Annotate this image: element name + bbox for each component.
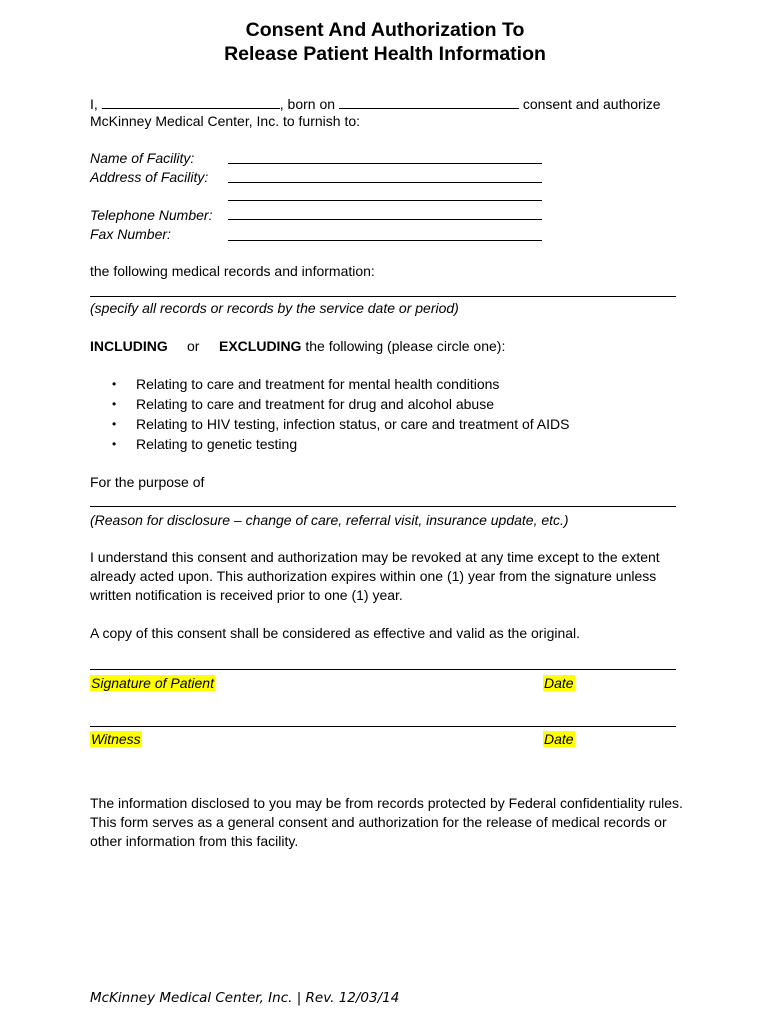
facility-address-label: Address of Facility: <box>90 169 209 185</box>
bullet-icon: • <box>112 417 117 431</box>
bullet-icon: • <box>112 397 117 411</box>
patient-signature-label-wrap <box>90 675 215 691</box>
intro-line-2: McKinney Medical Center, Inc. to furnish to: <box>90 113 361 129</box>
witness-signature-field[interactable] <box>90 726 676 727</box>
bullet-item-hiv: Relating to HIV testing, infection status, or care and treatment of AIDS <box>136 416 570 432</box>
form-title-line-1: Consent And Authorization To <box>245 19 525 41</box>
born-on-label: , born on <box>279 96 336 112</box>
telephone-label: Telephone Number: <box>90 207 213 223</box>
facility-address-field[interactable] <box>228 182 542 183</box>
excluding-line <box>219 338 505 354</box>
purpose-hint: (Reason for disclosure – change of care, referral visit, insurance update, etc.) <box>90 512 569 528</box>
bullet-icon: • <box>112 437 117 451</box>
patient-name-field[interactable] <box>102 94 280 109</box>
revocation-line-1: I understand this consent and authorization may be revoked at any time except to the extent <box>90 549 660 565</box>
facility-name-label: Name of Facility: <box>90 150 195 166</box>
birth-date-field[interactable] <box>339 94 519 109</box>
records-specify-hint: (specify all records or records by the service date or period) <box>90 300 459 316</box>
circle-instruction: the following (please circle one): <box>305 338 506 354</box>
fax-label: Fax Number: <box>90 226 171 242</box>
copy-statement: A copy of this consent shall be considered as effective and valid as the original. <box>90 625 581 641</box>
bullet-item-genetic: Relating to genetic testing <box>136 436 298 452</box>
facility-name-field[interactable] <box>228 163 542 164</box>
disclosure-line-1: The information disclosed to you may be from records protected by Federal confidentiality rules. <box>90 795 683 811</box>
including-option[interactable]: INCLUDING <box>90 338 168 354</box>
page-footer: McKinney Medical Center, Inc. | Rev. 12/03/14 <box>90 990 400 1006</box>
revocation-line-3: written notification is received prior to one (1) year. <box>90 587 403 603</box>
patient-signature-field[interactable] <box>90 669 676 670</box>
excluding-option[interactable]: EXCLUDING <box>219 338 302 354</box>
patient-signature-label: Signature of Patient <box>91 675 214 691</box>
revocation-line-2: already acted upon. This authorization expires within one (1) year from the signature unless <box>90 568 657 584</box>
consent-label: consent and authorize <box>522 96 661 112</box>
patient-date-label-wrap <box>543 675 575 691</box>
bullet-item-mental-health: Relating to care and treatment for mental health conditions <box>136 376 500 392</box>
intro-prefix: I, <box>90 96 98 112</box>
bullet-item-drug-alcohol: Relating to care and treatment for drug and alcohol abuse <box>136 396 495 412</box>
records-intro: the following medical records and information: <box>90 263 375 279</box>
purpose-label: For the purpose of <box>90 474 205 490</box>
or-text: or <box>187 338 200 354</box>
form-title-line-2: Release Patient Health Information <box>224 43 546 65</box>
witness-date-label-wrap <box>543 731 575 747</box>
facility-address-field-2[interactable] <box>228 200 542 201</box>
telephone-field[interactable] <box>228 219 542 220</box>
witness-label: Witness <box>91 731 141 747</box>
bullet-icon: • <box>112 377 117 391</box>
records-specify-field[interactable] <box>90 296 676 297</box>
witness-date-label: Date <box>544 731 574 747</box>
purpose-field[interactable] <box>90 506 676 507</box>
witness-label-wrap <box>90 731 142 747</box>
disclosure-line-2: This form serves as a general consent and authorization for the release of medical records or <box>90 814 667 830</box>
intro-line-1 <box>90 94 661 112</box>
patient-date-label: Date <box>544 675 574 691</box>
disclosure-line-3: other information from this facility. <box>90 833 299 849</box>
fax-field[interactable] <box>228 240 542 241</box>
